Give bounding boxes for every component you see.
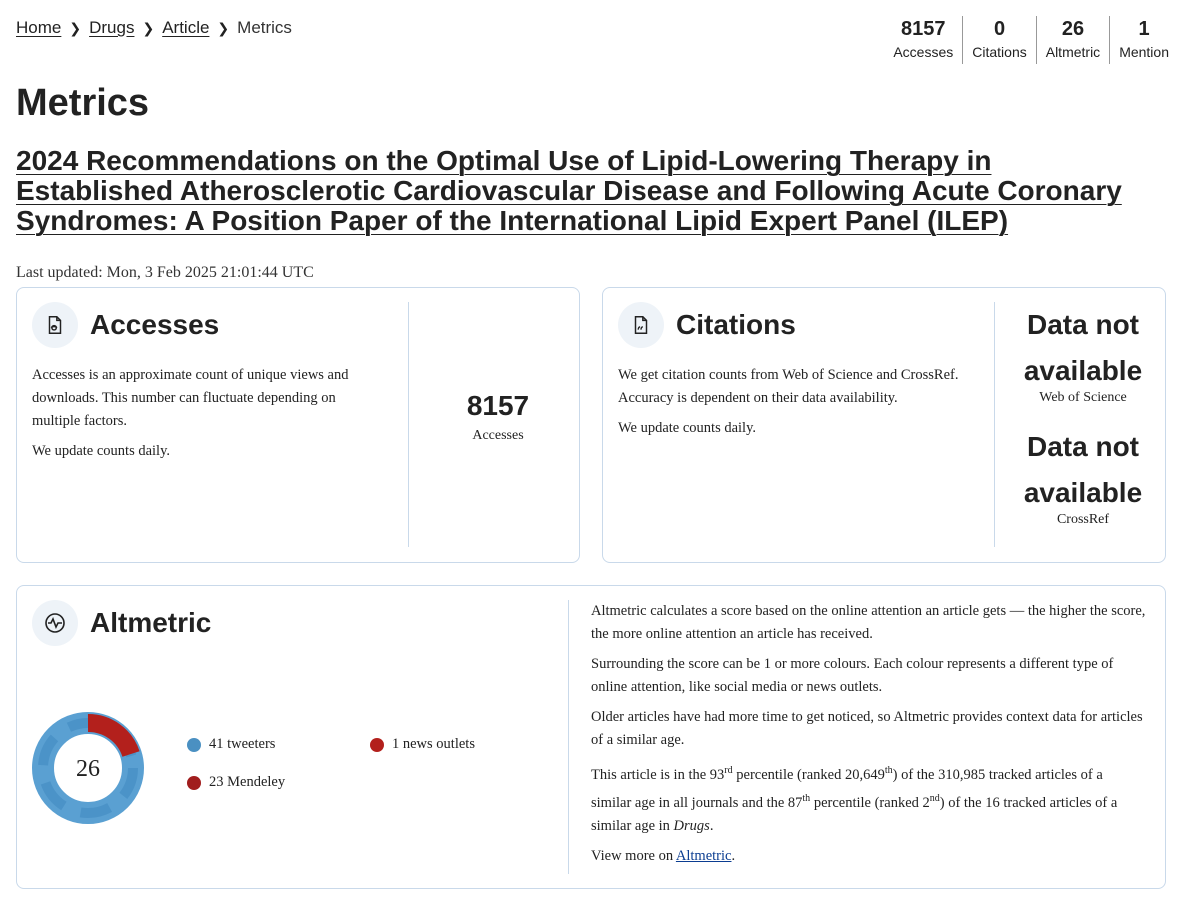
divider — [568, 600, 569, 874]
crossref-label: CrossRef — [1056, 512, 1110, 527]
citations-description — [618, 364, 978, 447]
legend-tweeters — [187, 736, 275, 753]
altmetric-desc-p1: Altmetric calculates a score based on the online attention an article gets — the higher the score, the more online attention an article has received. — [591, 603, 1146, 642]
crossref-status: Data not available — [1023, 431, 1143, 508]
divider — [994, 302, 995, 547]
altmetric-donut[interactable] — [32, 712, 144, 824]
altmetric-percentile — [591, 759, 1146, 838]
metrics-summary — [884, 16, 1178, 64]
accesses-title: Accesses — [90, 309, 220, 340]
altmetric-title: Altmetric — [90, 607, 212, 638]
citations-title: Citations — [676, 309, 796, 340]
text: ) of the 16 tracked articles of a similar age in — [591, 794, 1118, 834]
crossref-citations — [998, 424, 1168, 528]
altmetric-desc-p3: Older articles have had more time to get noticed, so Altmetric provides context data for articles of a similar age. — [591, 709, 1143, 748]
altmetric-view-more — [591, 845, 1146, 868]
superscript: th — [802, 792, 811, 804]
citations-desc-text: We get citation counts from Web of Science and CrossRef. Accuracy is dependent on their data availability. — [618, 367, 959, 406]
summary-value: 8157 — [901, 18, 946, 40]
summary-value: 26 — [1061, 18, 1085, 40]
activity-pulse-icon — [32, 600, 78, 646]
altmetric-card — [16, 585, 1166, 889]
news-color-dot — [370, 738, 384, 752]
summary-value: 1 — [1138, 18, 1150, 40]
summary-mention — [1109, 16, 1178, 64]
breadcrumb — [16, 18, 292, 38]
tweeter-color-dot — [187, 738, 201, 752]
page-title: Metrics — [16, 82, 150, 124]
legend-tweeters-label: 41 tweeters — [209, 736, 276, 752]
summary-citations — [962, 16, 1035, 64]
last-updated: Last updated: Mon, 3 Feb 2025 21:01:44 UTC — [16, 264, 314, 281]
chevron-right-icon: ❯ — [217, 19, 230, 36]
text: View more on — [591, 847, 676, 864]
altmetric-score: 26 — [76, 756, 100, 782]
text: percentile (ranked 2 — [810, 794, 930, 811]
citations-card — [602, 287, 1166, 563]
superscript: th — [884, 765, 893, 776]
chevron-right-icon: ❯ — [69, 19, 82, 36]
article-title-link[interactable]: 2024 Recommendations on the Optimal Use of Lipid-Lowering Therapy in Established Atherosclerotic Cardiovascular Disease and Following Acute Coronary Syndromes: A Position Paper of the International Lipid Expert Panel (ILEP) — [16, 145, 1122, 236]
accesses-update-text: We update counts daily. — [32, 443, 171, 459]
summary-altmetric — [1036, 16, 1109, 64]
accesses-count-value: 8157 — [466, 390, 530, 421]
altmetric-header — [32, 600, 211, 646]
summary-label: Citations — [972, 44, 1027, 60]
web-of-science-citations — [998, 302, 1168, 406]
text: . — [731, 847, 736, 864]
altmetric-desc-p2: Surrounding the score can be 1 or more colours. Each colour represents a different type of online attention, like social media or news outlets. — [591, 656, 1114, 695]
legend-mendeley-label: 23 Mendeley — [209, 774, 286, 790]
document-quote-icon — [618, 302, 664, 348]
text: percentile (ranked 20,649 — [732, 766, 885, 783]
altmetric-description — [591, 600, 1146, 875]
breadcrumb-article-link[interactable]: Article — [162, 18, 210, 37]
legend-news-label: 1 news outlets — [392, 736, 475, 752]
summary-label: Mention — [1119, 44, 1169, 60]
journal-name: Drugs — [673, 817, 710, 834]
citations-header — [618, 302, 796, 348]
citations-update-text: We update counts daily. — [618, 420, 757, 436]
wos-label: Web of Science — [1039, 390, 1127, 405]
accesses-count — [417, 390, 579, 444]
accesses-desc-text: Accesses is an approximate count of unique views and downloads. This number can fluctuate depending on multiple factors. — [32, 367, 349, 429]
chevron-right-icon: ❯ — [142, 19, 155, 36]
accesses-card — [16, 287, 580, 563]
document-view-icon — [32, 302, 78, 348]
divider — [408, 302, 409, 547]
superscript: nd — [929, 792, 940, 804]
text: . — [709, 817, 714, 834]
superscript: rd — [724, 765, 733, 776]
wos-status: Data not available — [1023, 309, 1143, 386]
summary-label: Altmetric — [1045, 44, 1101, 60]
altmetric-link[interactable]: Altmetric — [675, 847, 732, 864]
text: ) of the 310,985 tracked articles of a similar age in all journals and the 87 — [591, 766, 1103, 811]
mendeley-color-dot — [187, 776, 201, 790]
summary-label: Accesses — [893, 44, 954, 60]
accesses-description — [32, 364, 382, 470]
breadcrumb-home-link[interactable]: Home — [16, 18, 62, 37]
text: This article is in the 93 — [591, 766, 725, 783]
legend-mendeley — [187, 774, 285, 791]
legend-news — [370, 736, 475, 753]
summary-accesses — [884, 16, 962, 64]
breadcrumb-current: Metrics — [237, 18, 292, 37]
summary-value: 0 — [993, 18, 1006, 40]
breadcrumb-drugs-link[interactable]: Drugs — [89, 18, 135, 37]
accesses-header — [32, 302, 219, 348]
accesses-count-label: Accesses — [472, 428, 524, 443]
